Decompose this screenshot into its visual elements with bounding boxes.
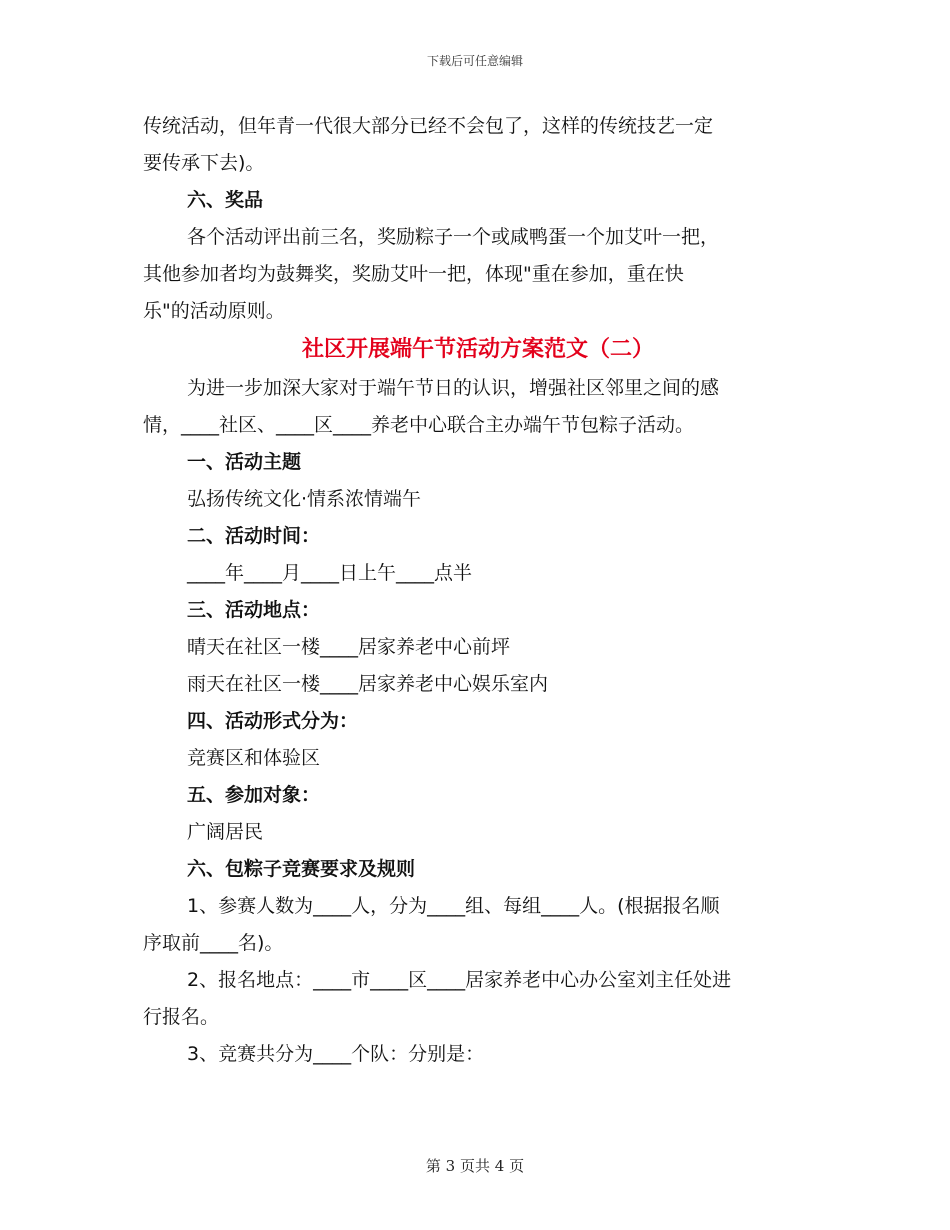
paragraph-line: 广阔居民	[187, 821, 264, 843]
section-heading: 三、活动地点：	[187, 599, 321, 621]
paragraph-line: 序取前____名)。	[143, 932, 284, 954]
section-heading: 四、活动形式分为：	[187, 710, 359, 732]
page-footer: 第 3 页共 4 页	[425, 1157, 525, 1175]
paragraph-line: 晴天在社区一楼____居家养老中心前坪	[187, 636, 511, 658]
paragraph-line: 竞赛区和体验区	[187, 747, 321, 769]
section-heading: 二、活动时间：	[187, 525, 321, 547]
paragraph-line: 雨天在社区一楼____居家养老中心娱乐室内	[187, 673, 549, 695]
section-heading: 六、包粽子竞赛要求及规则	[187, 858, 416, 880]
paragraph-line: 情，____社区、____区____养老中心联合主办端午节包粽子活动。	[143, 414, 695, 436]
paragraph-line: 传统活动，但年青一代很大部分已经不会包了，这样的传统技艺一定	[143, 115, 714, 137]
paragraph-line: ____年____月____日上午____点半	[187, 562, 473, 584]
paragraph-line: 3、竞赛共分为____个队：分别是：	[187, 1043, 485, 1065]
paragraph-line: 要传承下去)。	[143, 152, 265, 174]
page-header: 下载后可任意编辑	[426, 54, 523, 68]
paragraph-line: 为进一步加深大家对于端午节日的认识，增强社区邻里之间的感	[187, 377, 720, 399]
document-title: 社区开展端午节活动方案范文（二）	[301, 337, 654, 362]
section-heading: 一、活动主题	[187, 451, 302, 473]
paragraph-line: 1、参赛人数为____人，分为____组、每组____人。(根据报名顺	[187, 895, 720, 917]
paragraph-line: 行报名。	[143, 1006, 220, 1028]
paragraph-line: 乐"的活动原则。	[143, 300, 285, 322]
section-heading: 六、奖品	[187, 189, 264, 211]
paragraph-line: 2、报名地点：____市____区____居家养老中心办公室刘主任处进	[187, 969, 732, 991]
paragraph-line: 弘扬传统文化·情系浓情端午	[187, 488, 422, 510]
document-body	[143, 108, 813, 1073]
paragraph-line: 其他参加者均为鼓舞奖，奖励艾叶一把，体现"重在参加，重在快	[143, 263, 684, 285]
paragraph-line: 各个活动评出前三名，奖励粽子一个或咸鸭蛋一个加艾叶一把，	[187, 226, 720, 248]
section-heading: 五、参加对象：	[187, 784, 321, 806]
